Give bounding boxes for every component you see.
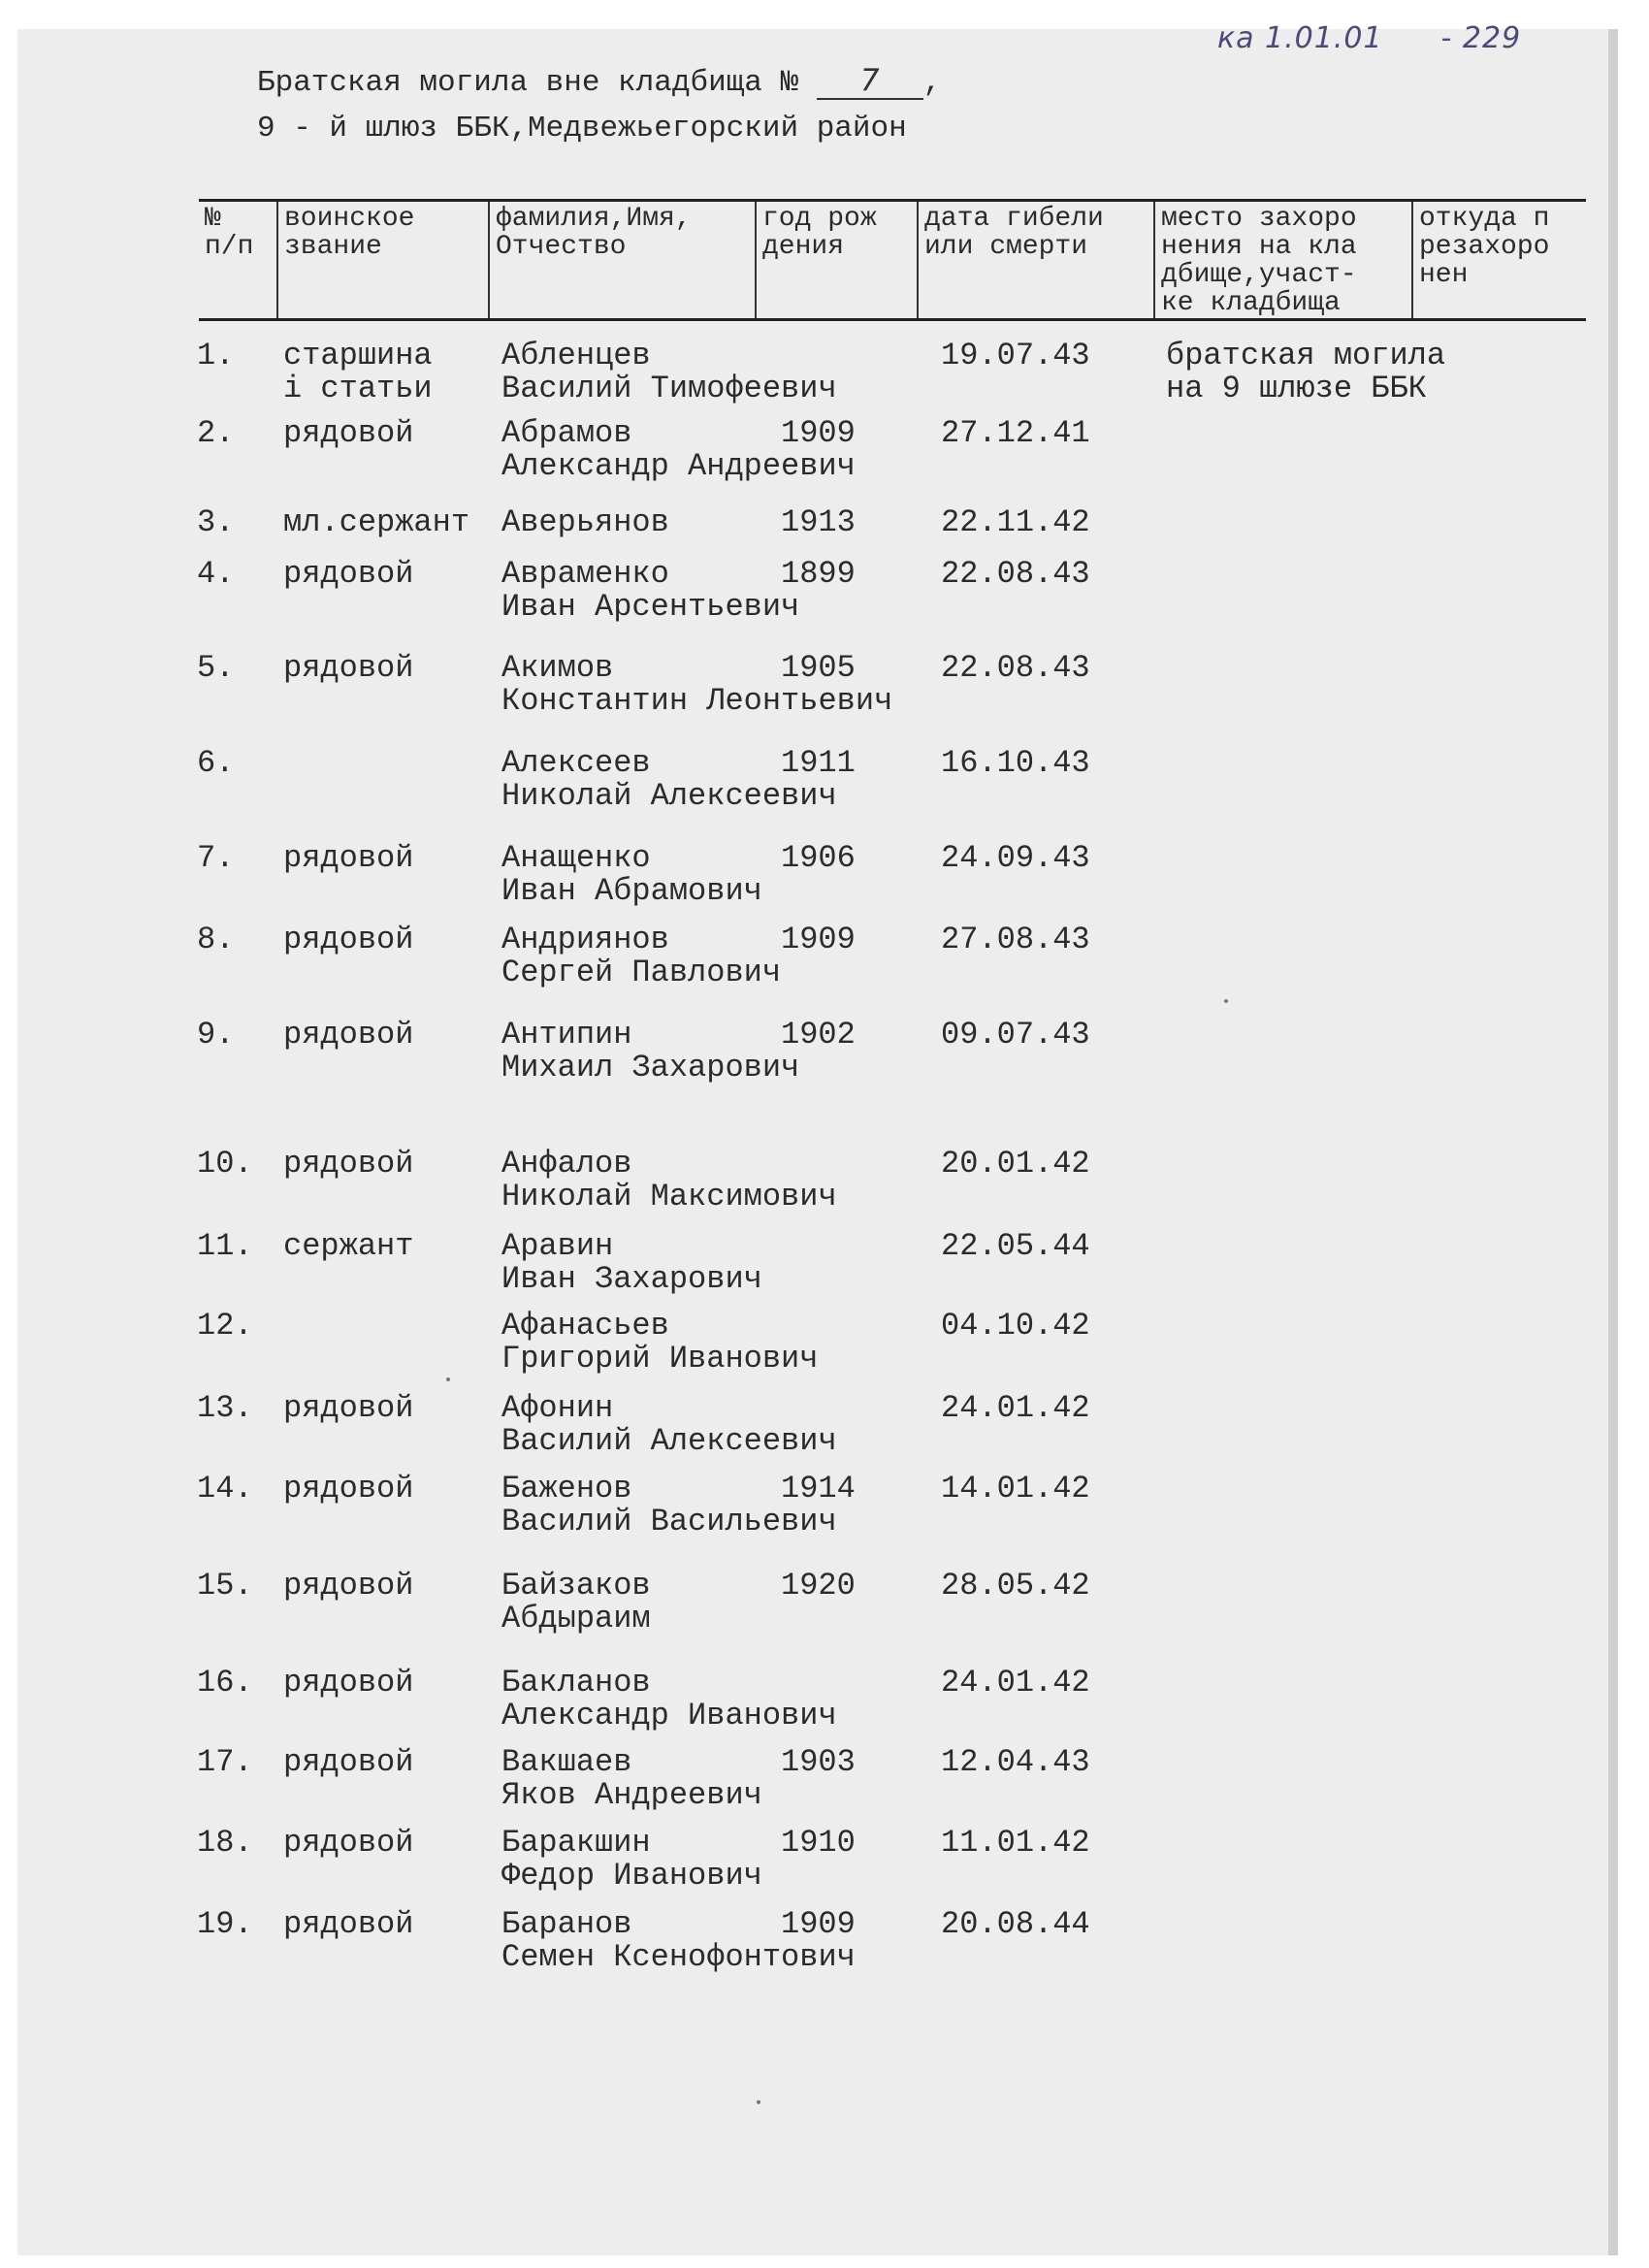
- row-number: 1.: [197, 338, 235, 373]
- row-rank: рядовой: [283, 1568, 414, 1604]
- row-birth-year: 1905: [781, 650, 856, 686]
- row-rank: рядовой: [283, 922, 414, 957]
- row-rank: рядовой: [283, 1825, 414, 1861]
- row-death-date: 22.11.42: [941, 504, 1090, 540]
- header-number: № п/п: [205, 204, 254, 262]
- row-rank: рядовой: [283, 1665, 414, 1701]
- row-death-date: 16.10.43: [941, 745, 1090, 781]
- title-suffix: ,: [922, 66, 942, 100]
- row-birth-year: 1909: [781, 415, 856, 451]
- row-full-name: Абленцев Василий Тимофеевич: [501, 338, 837, 406]
- page-reference: - 229: [1440, 21, 1522, 55]
- file-reference: ка 1.01.01: [1217, 21, 1383, 55]
- row-birth-year: 1920: [781, 1568, 856, 1604]
- row-number: 5.: [197, 650, 235, 686]
- row-death-date: 04.10.42: [941, 1308, 1090, 1344]
- row-death-date: 20.01.42: [941, 1146, 1090, 1182]
- row-death-date: 14.01.42: [941, 1471, 1090, 1507]
- row-birth-year: 1909: [781, 1906, 856, 1942]
- row-rank: рядовой: [283, 650, 414, 686]
- row-number: 17.: [197, 1744, 253, 1780]
- paper-speck: [446, 1377, 450, 1381]
- row-death-date: 20.08.44: [941, 1906, 1090, 1942]
- row-full-name: Анфалов Николай Максимович: [501, 1146, 837, 1215]
- row-full-name: Афонин Василий Алексеевич: [501, 1390, 837, 1459]
- header-death-date: дата гибели или смерти: [917, 202, 1153, 318]
- row-birth-year: 1902: [781, 1017, 856, 1053]
- row-number: 6.: [197, 745, 235, 781]
- row-rank: мл.сержант: [283, 504, 470, 540]
- row-rank: рядовой: [283, 556, 414, 592]
- row-number: 15.: [197, 1568, 253, 1604]
- row-birth-year: 1914: [781, 1471, 856, 1507]
- table-header: [199, 199, 1586, 321]
- row-birth-year: 1913: [781, 504, 856, 540]
- row-number: 11.: [197, 1228, 253, 1264]
- row-number: 13.: [197, 1390, 253, 1426]
- row-birth-year: 1909: [781, 922, 856, 957]
- row-full-name: Вакшаев Яков Андреевич: [501, 1744, 762, 1813]
- row-death-date: 11.01.42: [941, 1825, 1090, 1861]
- row-rank: рядовой: [283, 840, 414, 876]
- row-death-date: 27.08.43: [941, 922, 1090, 957]
- row-full-name: Бакланов Александр Иванович: [501, 1665, 837, 1733]
- row-number: 8.: [197, 922, 235, 957]
- row-death-date: 22.05.44: [941, 1228, 1090, 1264]
- row-full-name: Андриянов Сергей Павлович: [501, 922, 782, 990]
- row-death-date: 22.08.43: [941, 556, 1090, 592]
- row-death-date: 24.01.42: [941, 1390, 1090, 1426]
- row-death-date: 24.09.43: [941, 840, 1090, 876]
- header-birth-year: год рож дения: [755, 202, 917, 318]
- header-name: фамилия,Имя, Отчество: [488, 202, 755, 318]
- paper-speck: [1224, 999, 1228, 1003]
- row-rank: рядовой: [283, 1744, 414, 1780]
- row-number: 2.: [197, 415, 235, 451]
- row-number: 3.: [197, 504, 235, 540]
- row-rank: старшина i статьи: [283, 338, 433, 406]
- row-number: 14.: [197, 1471, 253, 1507]
- row-full-name: Абрамов Александр Андреевич: [501, 415, 856, 484]
- paper-speck: [757, 2100, 760, 2104]
- row-number: 19.: [197, 1906, 253, 1942]
- row-number: 12.: [197, 1308, 253, 1344]
- row-full-name: Алексеев Николай Алексеевич: [501, 745, 837, 814]
- row-full-name: Байзаков Абдыраим: [501, 1568, 651, 1636]
- row-death-date: 27.12.41: [941, 415, 1090, 451]
- row-birth-year: 1899: [781, 556, 856, 592]
- row-burial-place: братская могила на 9 шлюзе ББК: [1166, 338, 1446, 406]
- row-death-date: 24.01.42: [941, 1665, 1090, 1701]
- row-full-name: Аверьянов: [501, 504, 669, 540]
- grave-number: 7: [817, 63, 923, 100]
- row-full-name: Баженов Василий Васильевич: [501, 1471, 837, 1539]
- row-death-date: 22.08.43: [941, 650, 1090, 686]
- row-number: 18.: [197, 1825, 253, 1861]
- row-death-date: 28.05.42: [941, 1568, 1090, 1604]
- header-reburied-from: откуда п резахоро нен: [1411, 202, 1586, 318]
- row-rank: рядовой: [283, 1017, 414, 1053]
- row-full-name: Аравин Иван Захарович: [501, 1228, 762, 1297]
- row-number: 16.: [197, 1665, 253, 1701]
- row-full-name: Баракшин Федор Иванович: [501, 1825, 762, 1894]
- row-number: 4.: [197, 556, 235, 592]
- document-subtitle: 9 - й шлюз ББК,Медвежьегорский район: [257, 112, 907, 146]
- row-number: 10.: [197, 1146, 253, 1182]
- header-burial-place: место захоро нения на кла дбище,участ- ке кладбища: [1153, 202, 1411, 318]
- row-full-name: Анащенко Иван Абрамович: [501, 840, 762, 909]
- row-full-name: Антипин Михаил Захарович: [501, 1017, 800, 1085]
- row-death-date: 09.07.43: [941, 1017, 1090, 1053]
- row-number: 9.: [197, 1017, 235, 1053]
- row-full-name: Баранов Семен Ксенофонтович: [501, 1906, 856, 1975]
- row-rank: рядовой: [283, 1146, 414, 1182]
- row-rank: рядовой: [283, 415, 414, 451]
- header-rank: воинское звание: [276, 202, 488, 318]
- row-rank: рядовой: [283, 1906, 414, 1942]
- row-death-date: 19.07.43: [941, 338, 1090, 373]
- archive-annotation: [1217, 21, 1521, 55]
- row-rank: рядовой: [283, 1390, 414, 1426]
- row-death-date: 12.04.43: [941, 1744, 1090, 1780]
- row-birth-year: 1903: [781, 1744, 856, 1780]
- row-full-name: Афанасьев Григорий Иванович: [501, 1308, 819, 1377]
- document-title: [257, 63, 941, 100]
- row-birth-year: 1910: [781, 1825, 856, 1861]
- row-rank: рядовой: [283, 1471, 414, 1507]
- row-rank: сержант: [283, 1228, 414, 1264]
- row-full-name: Авраменко Иван Арсентьевич: [501, 556, 800, 625]
- row-birth-year: 1906: [781, 840, 856, 876]
- row-birth-year: 1911: [781, 745, 856, 781]
- row-full-name: Акимов Константин Леонтьевич: [501, 650, 893, 719]
- row-number: 7.: [197, 840, 235, 876]
- title-prefix: Братская могила вне кладбища №: [257, 66, 799, 100]
